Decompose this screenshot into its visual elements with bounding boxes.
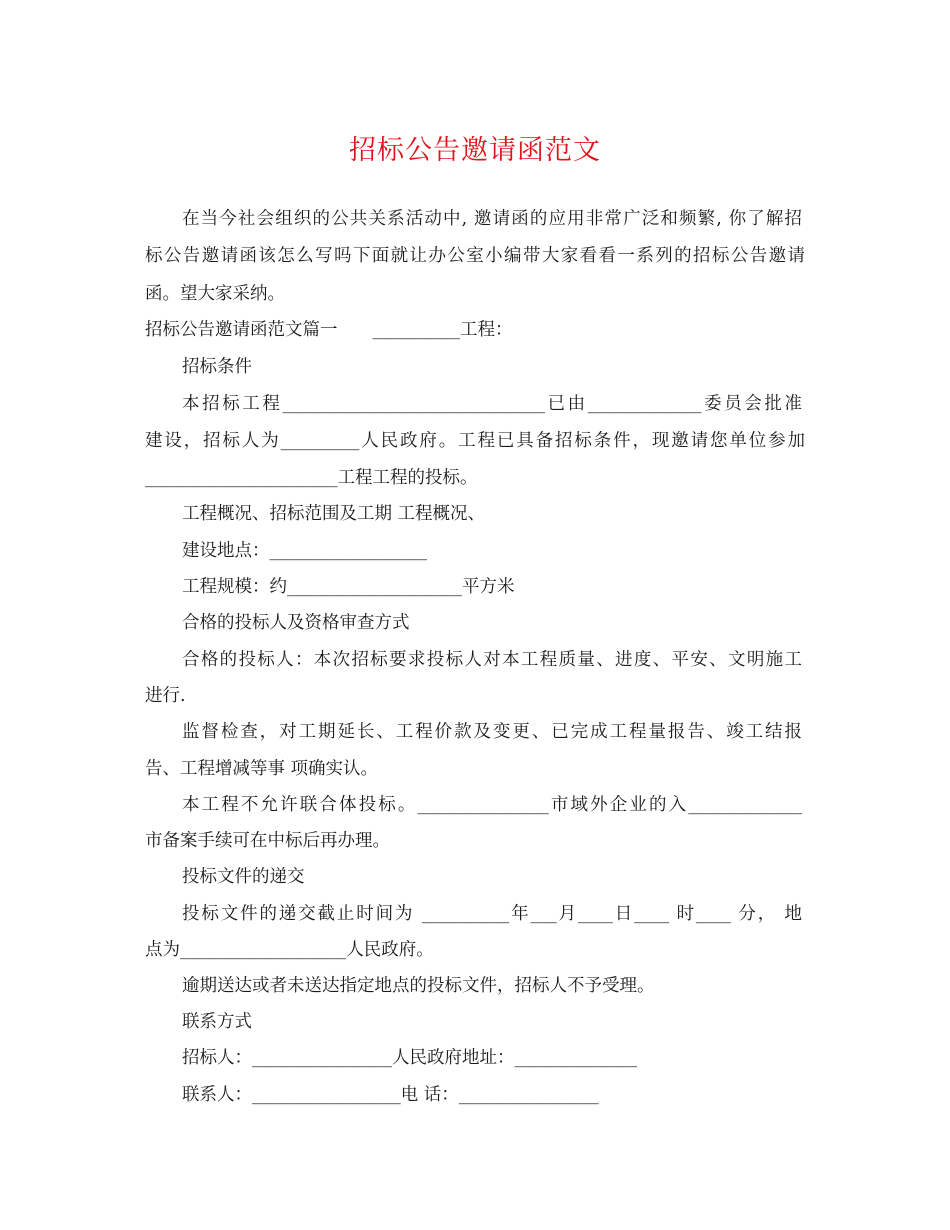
document-title: 招标公告邀请函范文	[349, 135, 601, 166]
paragraph-line: ______________________工程工程的投标。	[145, 468, 478, 488]
paragraph-line: 监督检查，对工期延长、工程价款及变更、已完成工程量报告、竣工结报	[182, 722, 802, 742]
heading-contact: 联系方式	[182, 1012, 252, 1032]
paragraph-line: 合格的投标人：本次招标要求投标人对本工程质量、进度、平安、文明施工	[182, 650, 802, 670]
heading-tender-conditions: 招标条件	[182, 357, 252, 377]
heading-project-overview: 工程概况、招标范围及工期 工程概况、	[182, 504, 486, 524]
section-heading-sample-one: 招标公告邀请函范文篇一 __________工程：	[145, 320, 513, 340]
paragraph-line: 进行.	[145, 686, 186, 706]
paragraph-line: 告、工程增减等事 项确实认。	[145, 759, 379, 779]
paragraph-line: 建设，招标人为_________人民政府。工程已具备招标条件，现邀请您单位参加	[145, 431, 805, 451]
field-contact-person: 联系人：_________________电 话：________________	[182, 1085, 599, 1105]
intro-line-3: 函。望大家采纳。	[145, 284, 285, 304]
intro-line-1: 在当今社会组织的公共关系活动中, 邀请函的应用非常广泛和频繁, 你了解招	[182, 209, 802, 229]
intro-line-2: 标公告邀请函该怎么写吗下面就让办公室小编带大家看看一系列的招标公告邀请	[145, 246, 805, 266]
field-location: 点为___________________人民政府。	[145, 940, 434, 960]
paragraph-line: 市备案手续可在中标后再办理。	[145, 831, 390, 851]
heading-bid-submission: 投标文件的递交	[182, 867, 305, 887]
field-tenderer: 招标人：________________人民政府地址：______________	[182, 1048, 637, 1068]
field-construction-site: 建设地点：__________________	[182, 541, 427, 561]
paragraph-late-submission: 逾期送达或者未送达指定地点的投标文件，招标人不予受理。	[182, 976, 655, 996]
paragraph-line: 本招标工程______________________________已由_____________委员会批准	[182, 394, 802, 414]
heading-qualified-bidders: 合格的投标人及资格审查方式	[182, 613, 410, 633]
field-deadline: 投标文件的递交截止时间为 __________年___月____日____ 时____ 分， 地	[182, 904, 802, 924]
field-project-scale: 工程规模：约____________________平方米	[182, 577, 515, 597]
paragraph-line: 本工程不允许联合体投标。_______________市域外企业的入_____________	[182, 795, 802, 815]
